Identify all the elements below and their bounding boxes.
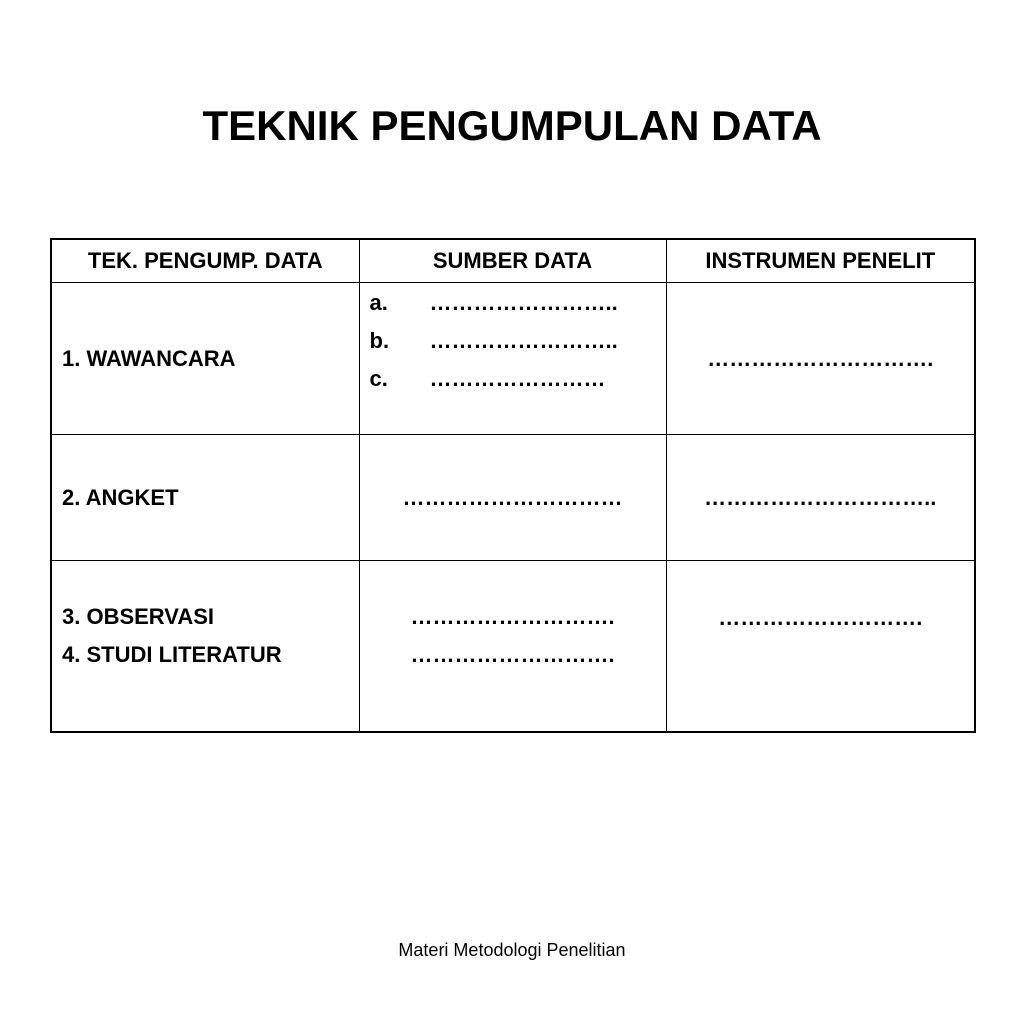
header-instrument: INSTRUMEN PENELIT bbox=[666, 239, 975, 283]
source-blank: ………………………… bbox=[402, 484, 623, 510]
source-blank: ………………………. bbox=[410, 642, 615, 667]
source-letter: b. bbox=[369, 327, 390, 353]
slide-footer: Materi Metodologi Penelitian bbox=[398, 940, 626, 960]
header-source: SUMBER DATA bbox=[359, 239, 666, 283]
instrument-cell bbox=[666, 283, 975, 435]
source-cell bbox=[359, 435, 666, 561]
source-item bbox=[360, 322, 666, 360]
instrument-cell bbox=[666, 435, 975, 561]
table-row bbox=[51, 435, 975, 561]
source-letter: c. bbox=[369, 365, 388, 391]
technique-cell bbox=[51, 435, 359, 561]
header-technique: TEK. PENGUMP. DATA bbox=[51, 239, 359, 283]
source-blank: …………………….. bbox=[429, 327, 618, 353]
source-letter: a. bbox=[369, 289, 388, 315]
technique-label: 3. OBSERVASI bbox=[62, 604, 215, 629]
page-title: TEKNIK PENGUMPULAN DATA bbox=[202, 102, 822, 149]
table-header-row bbox=[51, 239, 975, 283]
source-blank: …………………….. bbox=[429, 289, 618, 315]
instrument-cell bbox=[666, 561, 975, 733]
source-item bbox=[360, 360, 666, 398]
instrument-blank: ………………………. bbox=[718, 605, 923, 630]
technique-label: 4. STUDI LITERATUR bbox=[62, 642, 282, 667]
instrument-blank: …………………………. bbox=[707, 345, 934, 371]
technique-label: 2. ANGKET bbox=[62, 484, 179, 510]
source-item bbox=[360, 284, 666, 322]
technique-stack bbox=[62, 598, 359, 674]
source-cell bbox=[359, 283, 666, 435]
source-cell bbox=[359, 561, 666, 733]
technique-cell bbox=[51, 283, 359, 435]
source-list bbox=[360, 284, 666, 398]
source-blank: ………………………. bbox=[410, 604, 615, 629]
table-row bbox=[51, 561, 975, 733]
source-blank: …………………… bbox=[429, 365, 606, 391]
instrument-blank: ………………………….. bbox=[704, 484, 937, 510]
table-row bbox=[51, 283, 975, 435]
technique-label: 1. WAWANCARA bbox=[62, 345, 236, 371]
technique-cell bbox=[51, 561, 359, 733]
source-stack bbox=[360, 598, 666, 674]
data-collection-table bbox=[50, 238, 976, 733]
